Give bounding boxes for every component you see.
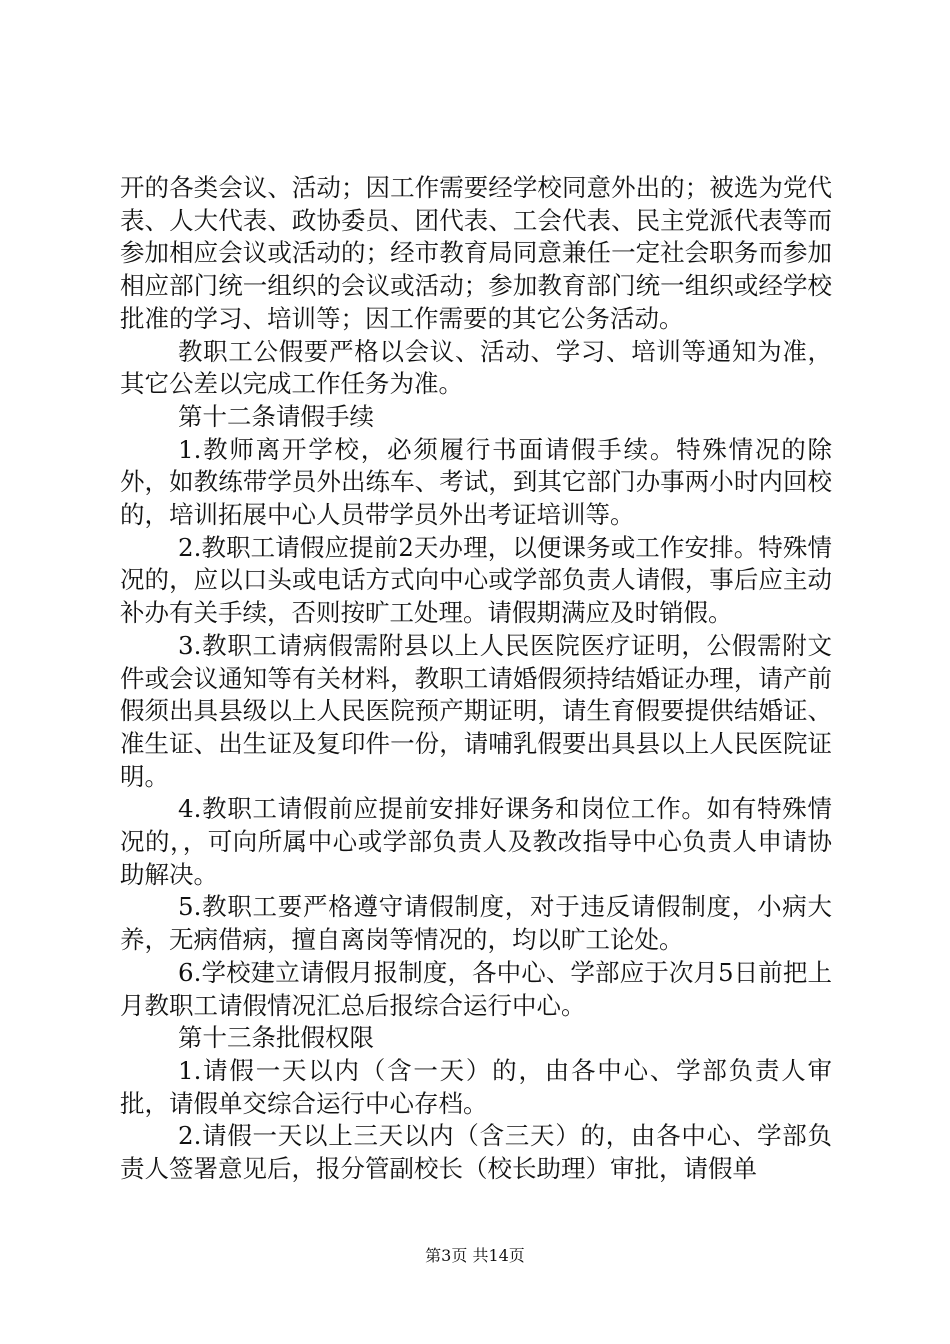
paragraph-continuation: 开的各类会议、活动；因工作需要经学校同意外出的；被选为党代表、人大代表、政协委员、团代表、工会代表、民主党派代表等而参加相应会议或活动的；经市教育局同意兼任一定社会职务而参加相应部门统一组织的会议或活动；参加教育部门统一组织或经学校批准的学习、培训等；因工作需要的其它公务活动。 <box>120 173 832 333</box>
paragraph-item-1: 1.教师离开学校，必须履行书面请假手续。特殊情况的除外，如教练带学员外出练车、考试，到其它部门办事两小时内回校的，培训拓展中心人员带学员外出考证培训等。 <box>120 434 832 530</box>
paragraph-approval-item-2: 2.请假一天以上三天以内（含三天）的，由各中心、学部负责人签署意见后，报分管副校长（校长助理）审批，请假单 <box>120 1121 832 1184</box>
page-number-footer: 第3页 共14页 <box>425 1246 525 1265</box>
paragraph-official-leave-rule: 教职工公假要严格以会议、活动、学习、培训等通知为准，其它公差以完成工作任务为准。 <box>120 336 832 399</box>
section-heading-article-13: 第十三条批假权限 <box>178 1023 374 1053</box>
paragraph-approval-item-1: 1.请假一天以内（含一天）的，由各中心、学部负责人审批，请假单交综合运行中心存档。 <box>120 1055 832 1118</box>
paragraph-item-5: 5.教职工要严格遵守请假制度，对于违反请假制度，小病大养，无病借病，擅自离岗等情况的，均以旷工论处。 <box>120 892 832 955</box>
section-heading-article-12: 第十二条请假手续 <box>178 401 374 431</box>
document-body <box>120 172 832 1186</box>
paragraph-item-2: 2.教职工请假应提前2天办理，以便课务或工作安排。特殊情况的，应以口头或电话方式向中心或学部负责人请假，事后应主动补办有关手续，否则按旷工处理。请假期满应及时销假。 <box>120 532 832 628</box>
paragraph-item-3: 3.教职工请病假需附县以上人民医院医疗证明，公假需附文件或会议通知等有关材料，教职工请婚假须持结婚证办理，请产前假须出具县级以上人民医院预产期证明，请生育假要提供结婚证、准生证、出生证及复印件一份，请哺乳假要出具县以上人民医院证明。 <box>120 630 832 791</box>
paragraph-item-6: 6.学校建立请假月报制度，各中心、学部应于次月5日前把上月教职工请假情况汇总后报综合运行中心。 <box>120 957 832 1020</box>
paragraph-item-4: 4.教职工请假前应提前安排好课务和岗位工作。如有特殊情况的，，可向所属中心或学部负责人及教改指导中心负责人申请协助解决。 <box>120 794 832 889</box>
